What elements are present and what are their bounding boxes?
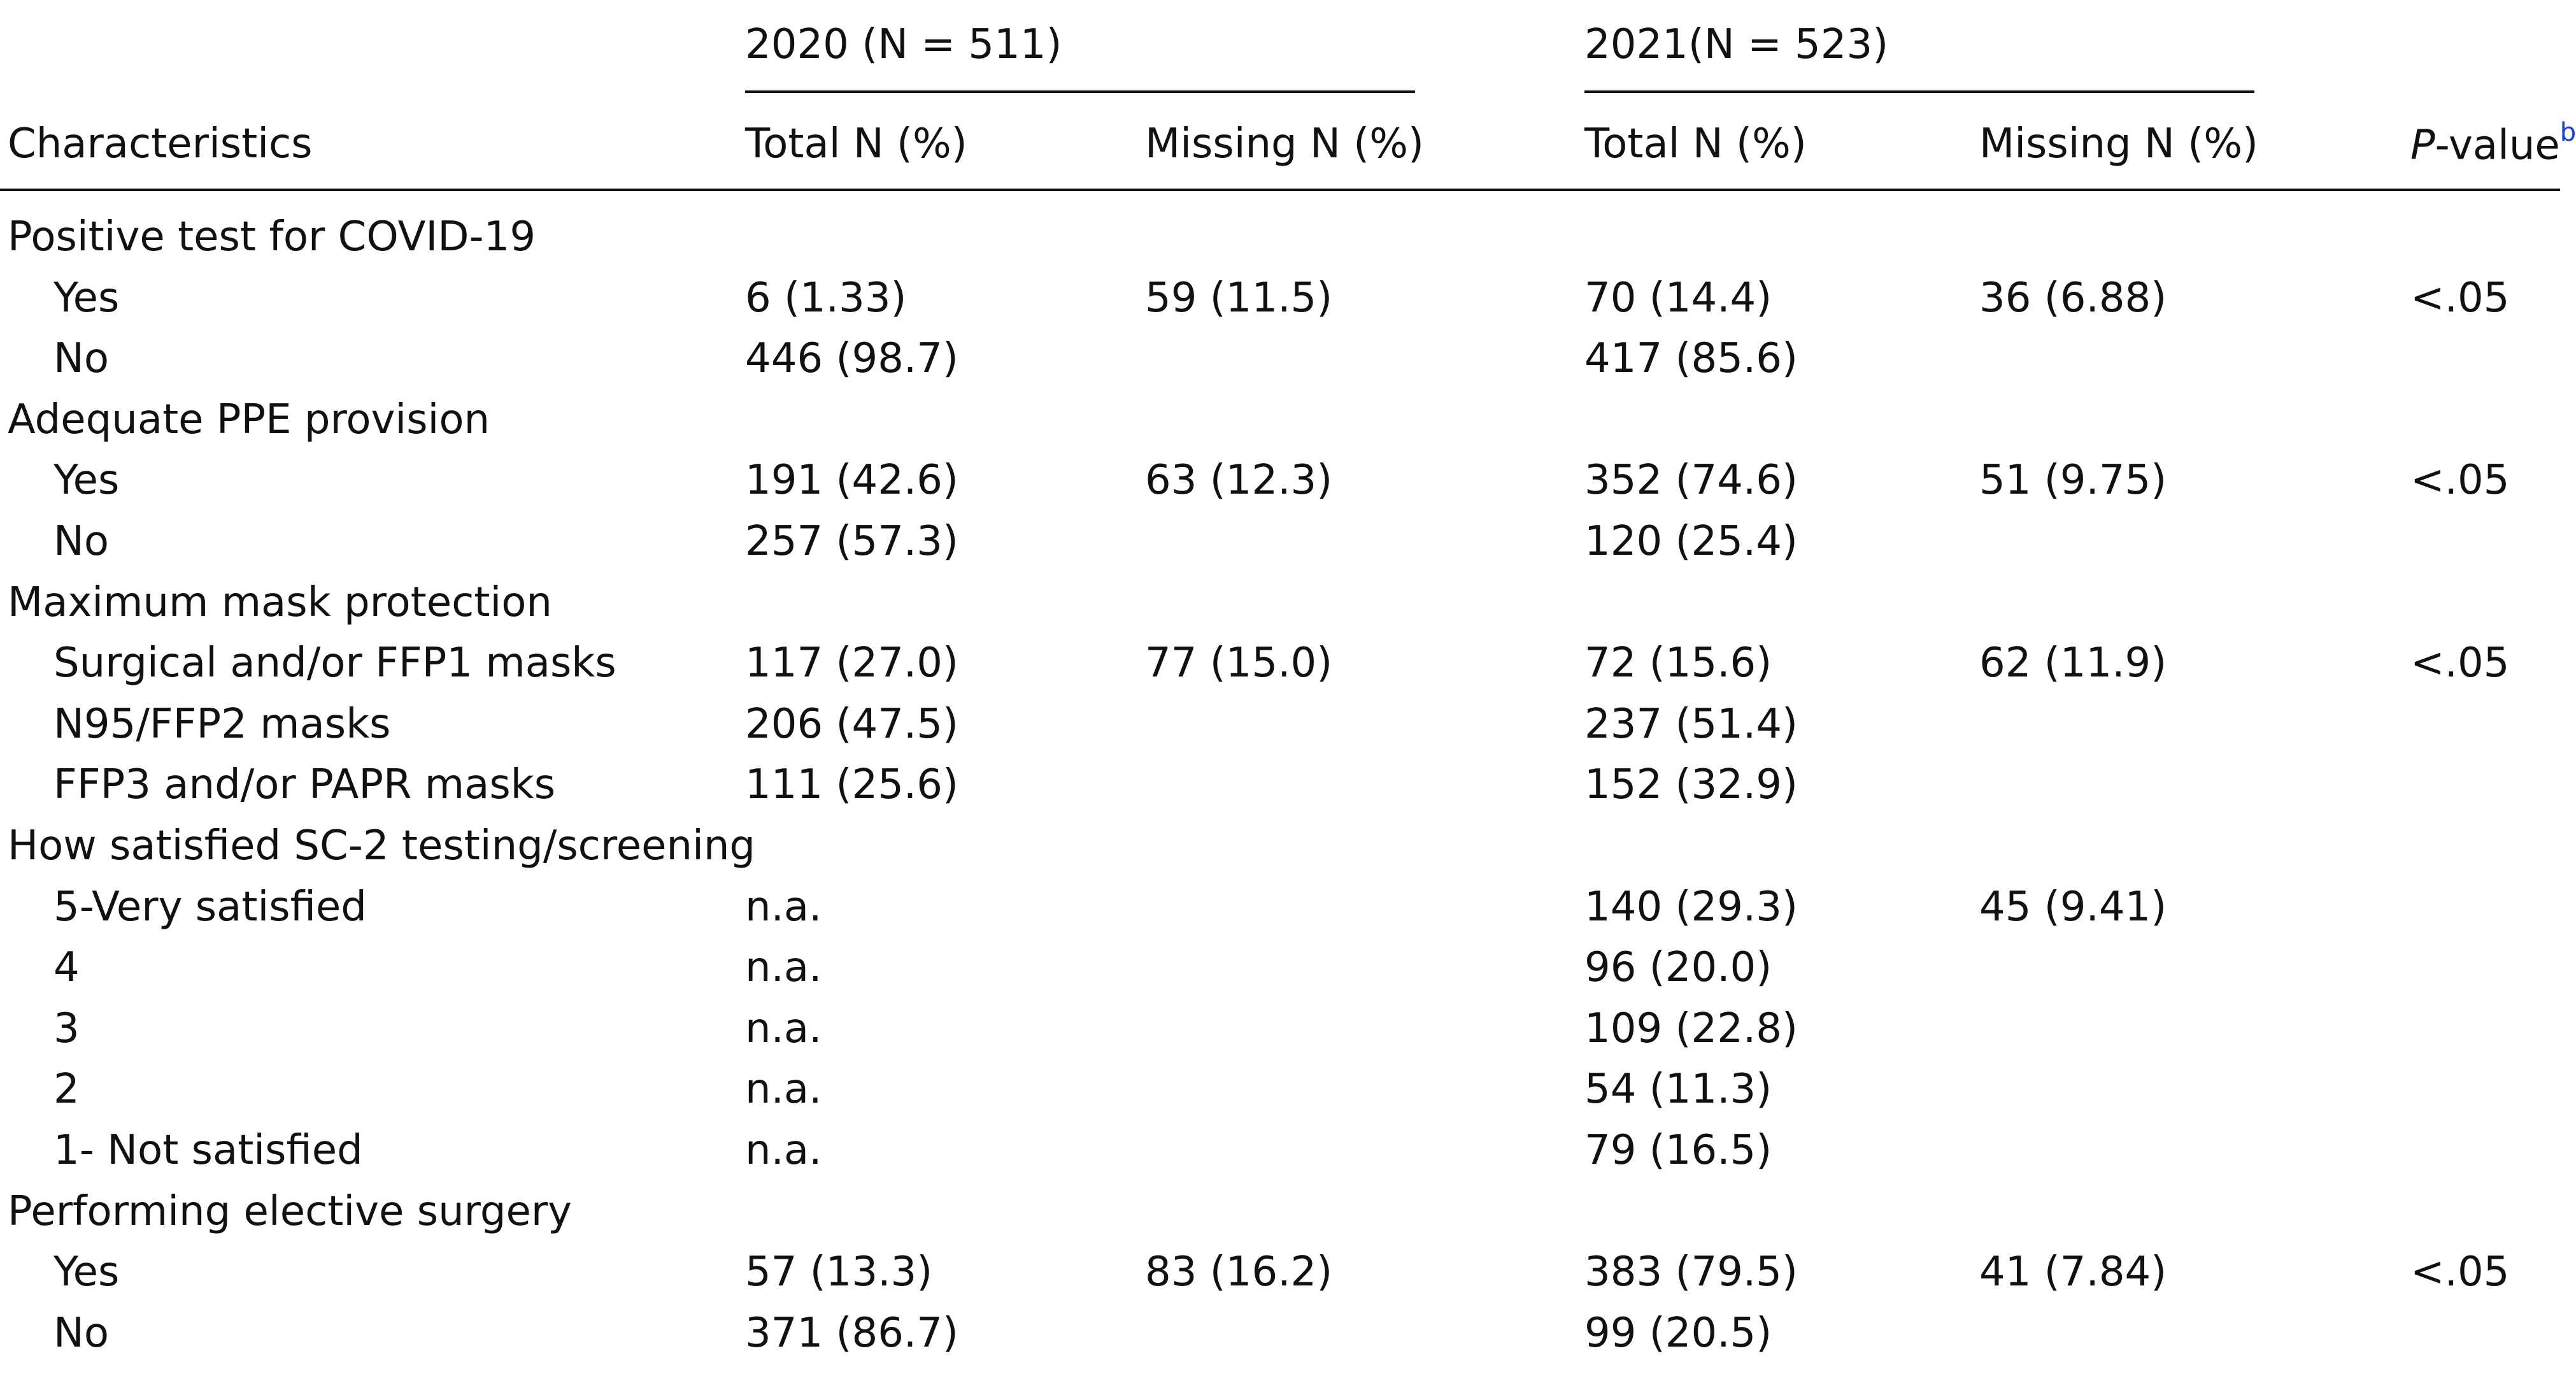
row-label: 1- Not satisfied: [53, 1127, 363, 1174]
cell-total-2020: 371 (86.7): [745, 1310, 958, 1357]
cell-missing-2020: 77 (15.0): [1145, 640, 1333, 687]
cell-missing-2020: 83 (16.2): [1145, 1249, 1333, 1296]
cell-total-2020: n.a.: [745, 1066, 822, 1113]
cell-total-2020: 206 (47.5): [745, 701, 958, 748]
row-group-label: Positive test for COVID-19: [8, 213, 536, 261]
cell-total-2021: 72 (15.6): [1584, 640, 1772, 687]
col-header-characteristics: Characteristics: [8, 120, 313, 168]
cell-missing-2021: 45 (9.41): [1979, 884, 2167, 931]
cell-total-2021: 140 (29.3): [1584, 884, 1798, 931]
cell-total-2021: 96 (20.0): [1584, 944, 1772, 991]
cell-total-2021: 237 (51.4): [1584, 701, 1798, 748]
cell-total-2020: n.a.: [745, 884, 822, 931]
row-label: No: [53, 1310, 110, 1357]
row-group-label: How satisfied SC-2 testing/screening: [8, 822, 756, 869]
cell-total-2020: 257 (57.3): [745, 518, 958, 565]
cell-total-2021: 99 (20.5): [1584, 1310, 1772, 1357]
col-header-total-2020: Total N (%): [745, 120, 967, 168]
cell-missing-2021: 51 (9.75): [1979, 457, 2167, 504]
cell-total-2020: 6 (1.33): [745, 275, 907, 322]
cell-missing-2020: 59 (11.5): [1145, 275, 1333, 322]
header-bottom-rule: [0, 189, 2560, 191]
cell-total-2021: 79 (16.5): [1584, 1127, 1772, 1174]
cell-total-2021: 152 (32.9): [1584, 761, 1798, 808]
cell-missing-2021: 62 (11.9): [1979, 640, 2167, 687]
cell-pvalue: <.05: [2410, 275, 2510, 322]
row-label: 3: [53, 1005, 80, 1052]
cell-pvalue: <.05: [2410, 457, 2510, 504]
cell-total-2020: 117 (27.0): [745, 640, 958, 687]
group-rule-2020: [745, 90, 1415, 93]
row-label: FFP3 and/or PAPR masks: [53, 761, 556, 808]
pvalue-italic-p: P: [2410, 122, 2435, 169]
cell-missing-2020: 63 (12.3): [1145, 457, 1333, 504]
row-label: Yes: [53, 275, 120, 322]
cell-total-2020: 191 (42.6): [745, 457, 958, 504]
group-header-2020: 2020 (N = 511): [745, 21, 1062, 68]
cell-missing-2021: 36 (6.88): [1979, 275, 2167, 322]
row-label: Surgical and/or FFP1 masks: [53, 640, 616, 687]
cell-total-2020: 446 (98.7): [745, 335, 958, 382]
cell-total-2021: 352 (74.6): [1584, 457, 1798, 504]
footnote-marker-b: b: [2559, 118, 2576, 147]
group-rule-2021: [1584, 90, 2254, 93]
row-label: N95/FFP2 masks: [53, 701, 391, 748]
cell-total-2020: n.a.: [745, 944, 822, 991]
row-label: No: [53, 518, 110, 565]
cell-missing-2021: 41 (7.84): [1979, 1249, 2167, 1296]
row-group-label: Adequate PPE provision: [8, 396, 490, 443]
col-header-missing-2020: Missing N (%): [1145, 120, 1424, 168]
col-header-missing-2021: Missing N (%): [1979, 120, 2258, 168]
cell-total-2021: 417 (85.6): [1584, 335, 1798, 382]
pvalue-suffix: -value: [2435, 122, 2560, 169]
row-label: 5-Very satisfied: [53, 884, 367, 931]
row-group-label: Maximum mask protection: [8, 579, 552, 626]
row-group-label: Performing elective surgery: [8, 1188, 572, 1235]
cell-total-2021: 120 (25.4): [1584, 518, 1798, 565]
cell-pvalue: <.05: [2410, 1249, 2510, 1296]
cell-total-2020: n.a.: [745, 1005, 822, 1052]
cell-total-2021: 109 (22.8): [1584, 1005, 1798, 1052]
row-label: No: [53, 335, 110, 382]
cell-total-2020: 111 (25.6): [745, 761, 958, 808]
col-header-pvalue: [2410, 118, 2576, 169]
cell-total-2020: 57 (13.3): [745, 1249, 933, 1296]
cell-total-2021: 70 (14.4): [1584, 275, 1772, 322]
col-header-total-2021: Total N (%): [1584, 120, 1807, 168]
row-label: 4: [53, 944, 80, 991]
cell-total-2021: 54 (11.3): [1584, 1066, 1772, 1113]
cell-pvalue: <.05: [2410, 640, 2510, 687]
row-label: Yes: [53, 1249, 120, 1296]
row-label: Yes: [53, 457, 120, 504]
group-header-2021: 2021(N = 523): [1584, 21, 1889, 68]
cell-total-2020: n.a.: [745, 1127, 822, 1174]
row-label: 2: [53, 1066, 80, 1113]
cell-total-2021: 383 (79.5): [1584, 1249, 1798, 1296]
